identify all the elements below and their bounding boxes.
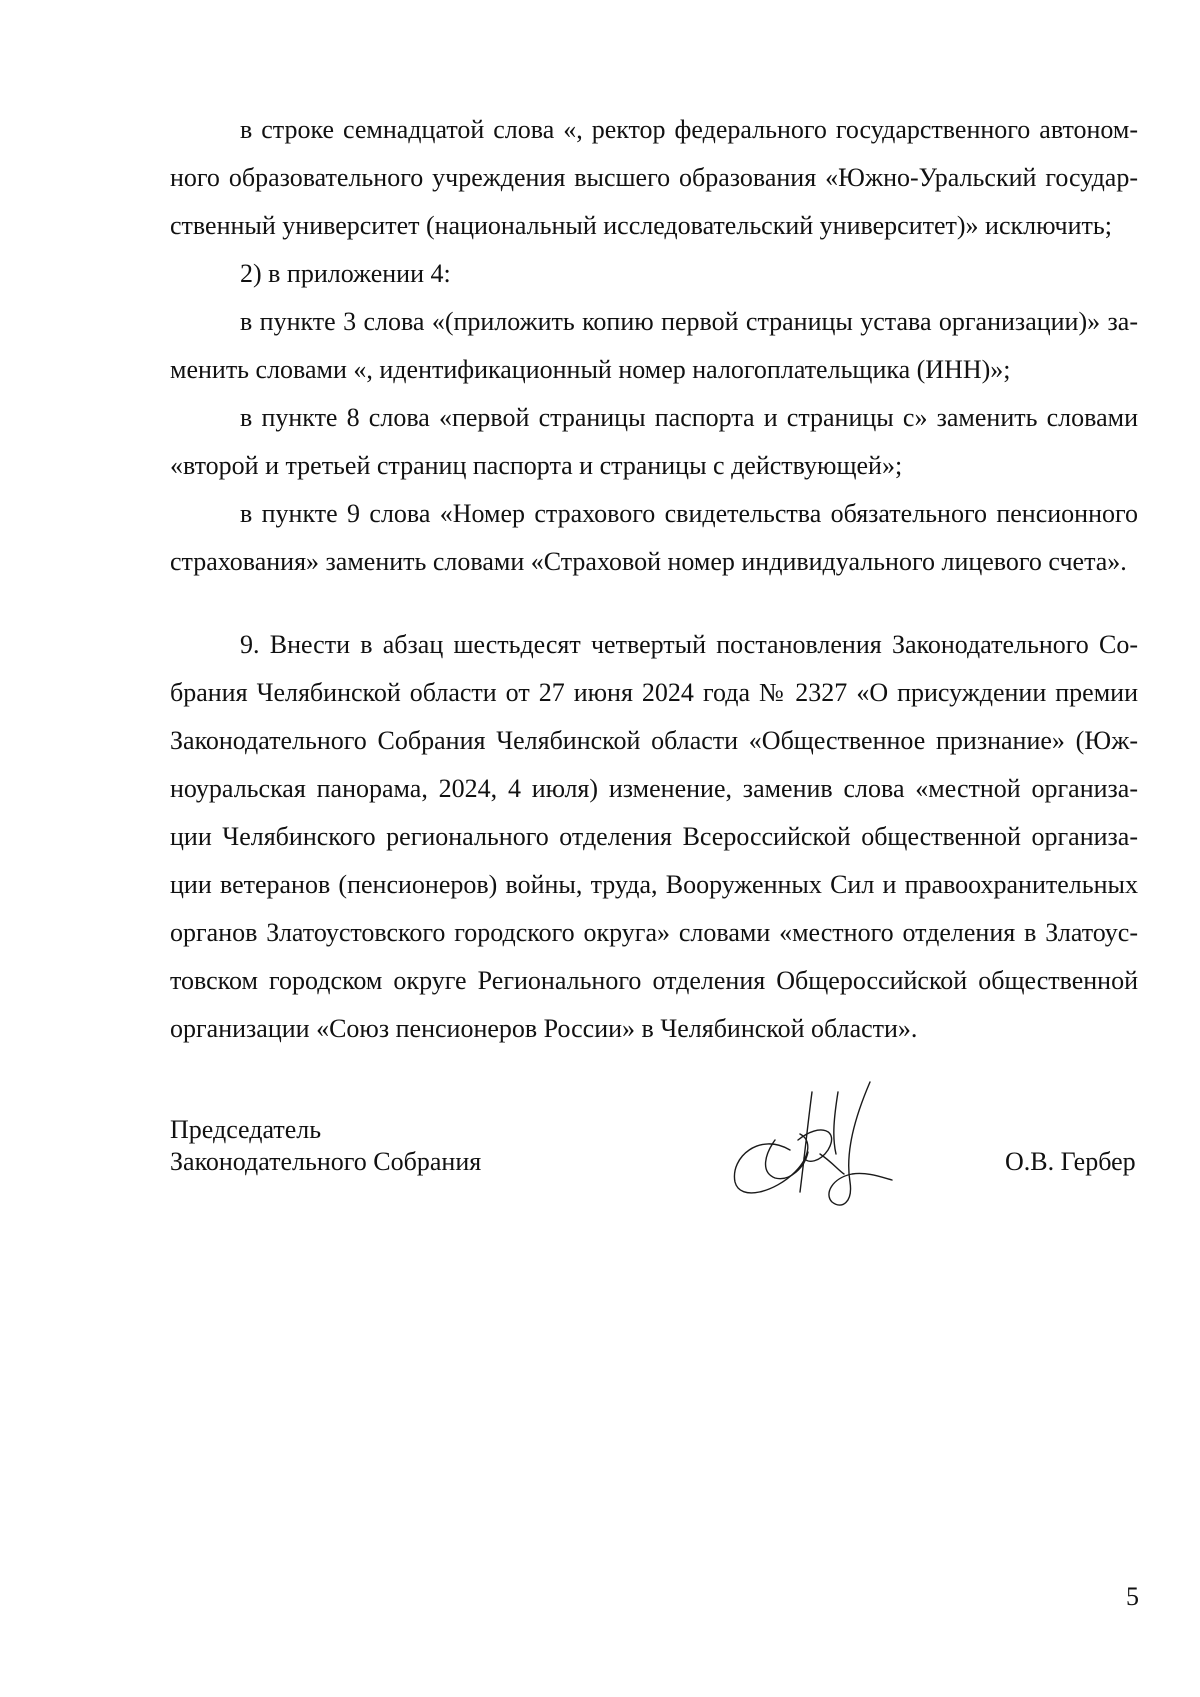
handwritten-signature [720,1062,920,1212]
paragraph-1-line-1: в строке семнадцатой слова «, ректор федерального государственного автоном- [240,115,1138,144]
paragraph-6-line-3: Законодательного Собрания Челябинской области «Общественное признание» (Юж- [170,726,1138,755]
paragraph-6-line-7: органов Златоустовского городского округа» словами «местного отделения в Златоус- [170,918,1138,947]
signatory-title-line-1: Председатель [170,1115,322,1144]
paragraph-6-line-5: ции Челябинского регионального отделения Всероссийской общественной организа- [170,822,1138,851]
paragraph-3-line-2: менить словами «, идентификационный номер налогоплательщика (ИНН)»; [170,355,1011,384]
paragraph-4-line-2: «второй и третьей страниц паспорта и страницы с действующей»; [170,451,903,480]
paragraph-5-line-2: страхования» заменить словами «Страховой номер индивидуального лицевого счета». [170,547,1127,576]
paragraph-4-line-1: в пункте 8 слова «первой страницы паспорта и страницы с» заменить словами [240,403,1138,432]
paragraph-6-line-6: ции ветеранов (пенсионеров) войны, труда, Вооруженных Сил и правоохранительных [170,870,1138,899]
paragraph-2-line-1: 2) в приложении 4: [240,259,451,288]
paragraph-6-line-1: 9. Внести в абзац шестьдесят четвертый постановления Законодательного Со- [240,630,1138,659]
paragraph-1-line-3: ственный университет (национальный исследовательский университет)» исключить; [170,211,1112,240]
paragraph-5-line-1: в пункте 9 слова «Номер страхового свидетельства обязательного пенсионного [240,499,1138,528]
paragraph-1-line-2: ного образовательного учреждения высшего образования «Южно-Уральский государ- [170,163,1138,192]
paragraph-6-line-9: организации «Союз пенсионеров России» в Челябинской области». [170,1014,918,1043]
signatory-title-line-2: Законодательного Собрания [170,1147,482,1176]
paragraph-6-line-8: товском городском округе Регионального отделения Общероссийской общественной [170,966,1138,995]
paragraph-6-line-4: ноуральская панорама, 2024, 4 июля) изменение, заменив слова «местной организа- [170,774,1138,803]
paragraph-3-line-1: в пункте 3 слова «(приложить копию первой страницы устава организации)» за- [240,307,1138,336]
signatory-name: О.В. Гербер [1005,1147,1136,1176]
paragraph-6-line-2: брания Челябинской области от 27 июня 2024 года № 2327 «О присуждении премии [170,678,1138,707]
page-number: 5 [1126,1582,1139,1611]
